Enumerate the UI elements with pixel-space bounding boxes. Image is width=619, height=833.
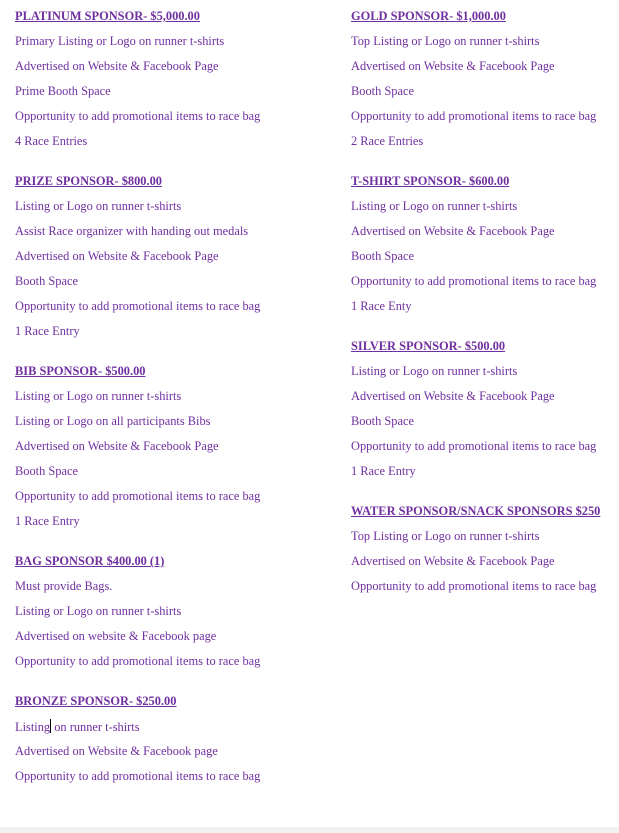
benefit-line: Booth Space [351,249,414,263]
benefit-line: Booth Space [351,414,414,428]
benefit-line: 4 Race Entries [15,134,88,148]
sponsor-tier-heading: BIB SPONSOR- $500.00 [15,364,146,378]
benefit-line: 1 Race Entry [15,514,80,528]
benefit-line: Advertised on Website & Facebook Page [15,439,219,453]
benefit-line: Assist Race organizer with handing out medals [15,224,249,238]
benefit-line: Top Listing or Logo on runner t-shirts [351,529,540,543]
benefit-line: Listing or Logo on runner t-shirts [15,199,182,213]
silver-sponsor-section [351,339,611,479]
bronze-sponsor-section [15,694,335,784]
right-sponsor-column [351,9,611,619]
benefit-line: Advertised on Website & Facebook Page [351,59,555,73]
benefit-line: 1 Race Enty [351,299,412,313]
sponsor-tier-heading: PRIZE SPONSOR- $800.00 [15,174,162,188]
benefit-line: Advertised on website & Facebook page [15,629,217,643]
sponsor-tier-heading: SILVER SPONSOR- $500.00 [351,339,506,353]
benefit-line: Advertised on Website & Facebook Page [351,554,555,568]
prize-sponsor-section [15,174,335,339]
benefit-line: Must provide Bags. [15,579,113,593]
sponsor-tier-heading: BRONZE SPONSOR- $250.00 [15,694,177,708]
benefit-line: Opportunity to add promotional items to race bag [15,654,261,668]
benefit-line: Opportunity to add promotional items to race bag [351,579,597,593]
benefit-line: 1 Race Entry [351,464,416,478]
benefit-line: Listing or Logo on all participants Bibs [15,414,211,428]
water-sponsor-section [351,504,611,594]
bag-sponsor-section [15,554,335,669]
benefit-line: Advertised on Website & Facebook Page [15,249,219,263]
benefit-line: Listing or Logo on runner t-shirts [15,389,182,403]
platinum-sponsor-section [15,9,335,149]
sponsor-tier-heading: PLATINUM SPONSOR- $5,000.00 [15,9,200,23]
benefit-line: Opportunity to add promotional items to race bag [15,489,261,503]
sponsor-tier-heading: GOLD SPONSOR- $1,000.00 [351,9,506,23]
gold-sponsor-section [351,9,611,149]
benefit-line: Top Listing or Logo on runner t-shirts [351,34,540,48]
footer-band [0,827,619,833]
benefit-line: Listing or Logo on runner t-shirts [351,364,518,378]
benefit-line: Listing on runner t-shirts [15,720,140,734]
benefit-line: 2 Race Entries [351,134,424,148]
sponsor-tier-heading: T-SHIRT SPONSOR- $600.00 [351,174,510,188]
sponsor-tier-heading: BAG SPONSOR $400.00 (1) [15,554,165,568]
benefit-line: Opportunity to add promotional items to race bag [15,109,261,123]
benefit-line: Opportunity to add promotional items to race bag [15,769,261,783]
benefit-line: 1 Race Entry [15,324,80,338]
benefit-line: Opportunity to add promotional items to race bag [15,299,261,313]
benefit-line: Advertised on Website & Facebook Page [351,224,555,238]
benefit-line: Prime Booth Space [15,84,111,98]
benefit-line: Listing or Logo on runner t-shirts [15,604,182,618]
left-sponsor-column [15,9,335,809]
bib-sponsor-section [15,364,335,529]
benefit-line: Booth Space [351,84,414,98]
benefit-line: Booth Space [15,464,78,478]
benefit-line: Advertised on Website & Facebook Page [15,59,219,73]
benefit-line: Opportunity to add promotional items to race bag [351,274,597,288]
t-shirt-section [351,174,611,314]
benefit-line: Advertised on Website & Facebook page [15,744,218,758]
benefit-line: Advertised on Website & Facebook Page [351,389,555,403]
benefit-line: Primary Listing or Logo on runner t-shirts [15,34,225,48]
sponsor-tier-heading: WATER SPONSOR/SNACK SPONSORS $250 [351,504,601,518]
benefit-line: Opportunity to add promotional items to race bag [351,439,597,453]
benefit-line: Listing or Logo on runner t-shirts [351,199,518,213]
benefit-line: Booth Space [15,274,78,288]
benefit-line: Opportunity to add promotional items to race bag [351,109,597,123]
